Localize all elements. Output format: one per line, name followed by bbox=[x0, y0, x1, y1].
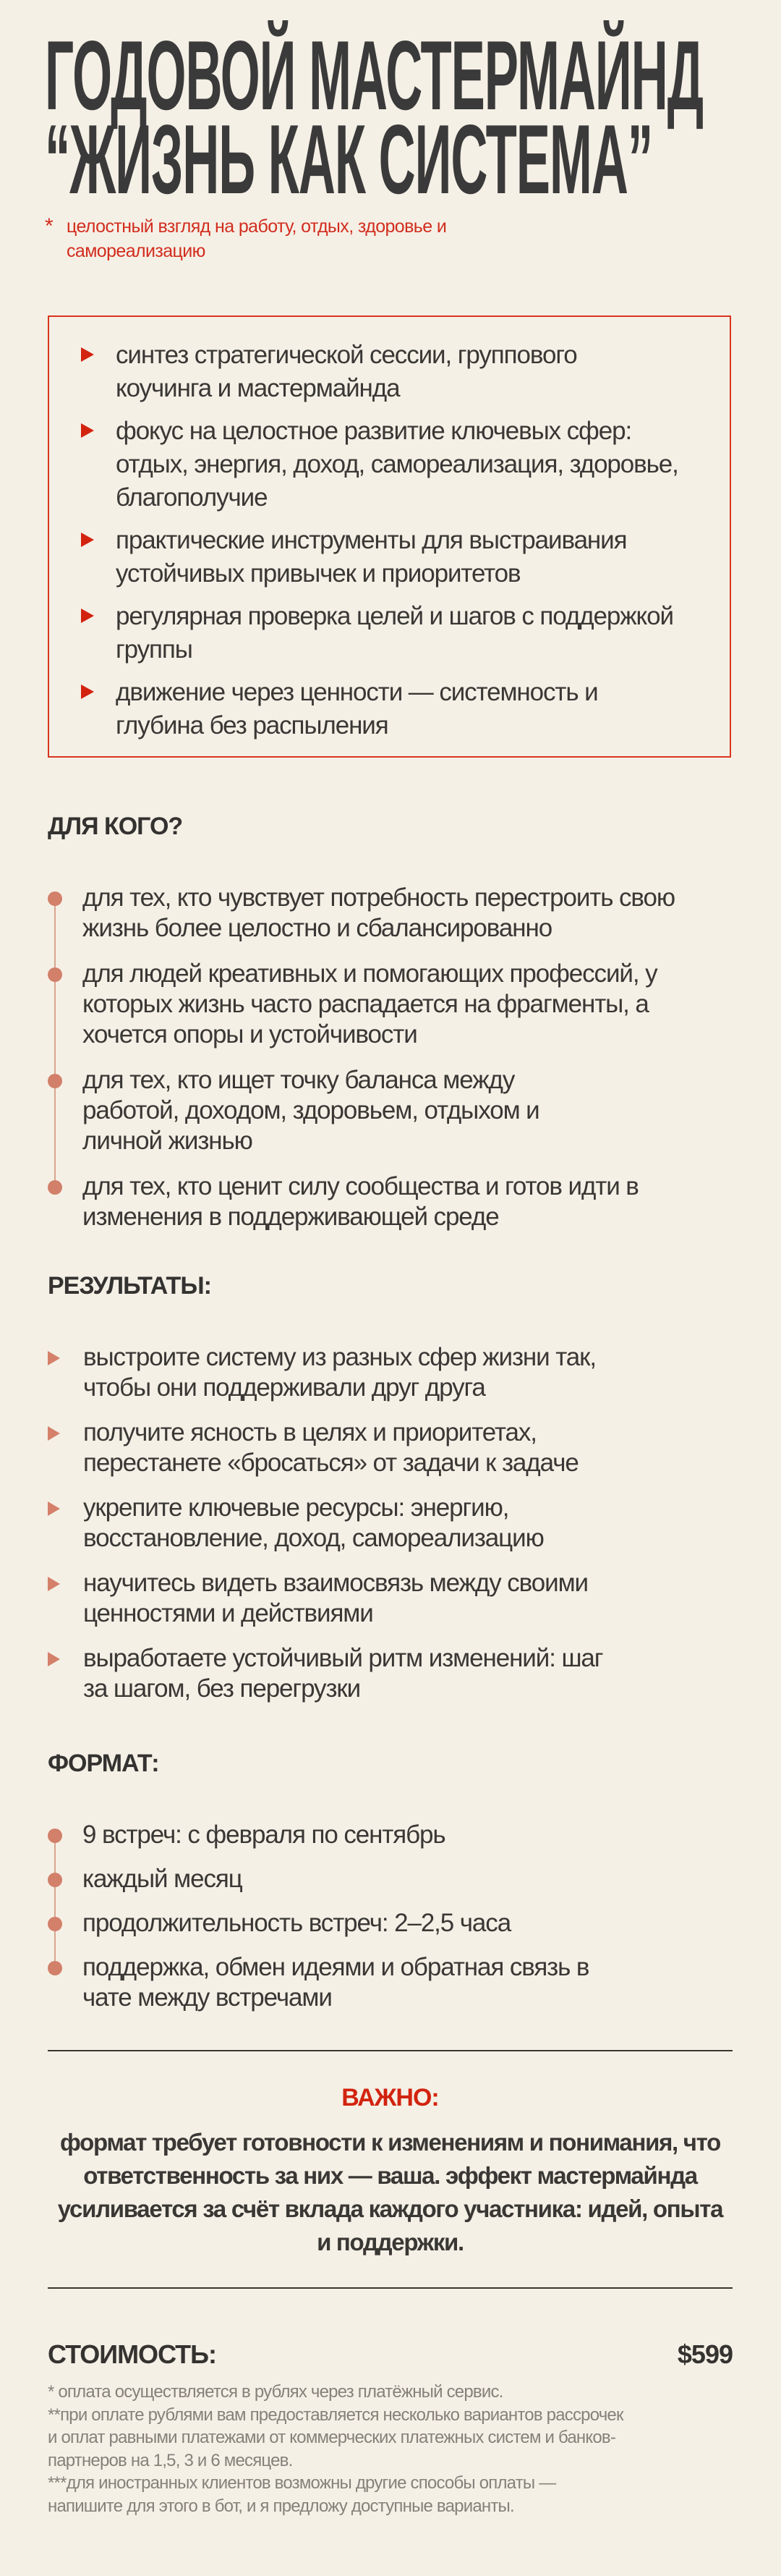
divider bbox=[48, 2287, 733, 2289]
triangle-bullet-icon bbox=[81, 609, 94, 623]
triangle-bullet-icon bbox=[81, 685, 94, 699]
dot-bullet-icon bbox=[48, 1074, 62, 1088]
triangle-bullet-icon bbox=[48, 1501, 60, 1516]
audience-item-text: для тех, кто ценит силу сообщества и готов идти в изменения в поддерживающей среде bbox=[82, 1172, 639, 1231]
format-item-text: продолжительность встреч: 2–2,5 часа bbox=[82, 1909, 511, 1937]
triangle-bullet-icon bbox=[81, 533, 94, 547]
format-item bbox=[48, 1820, 735, 1850]
results-item-text: получите ясность в целях и приоритетах, перестанете «бросаться» от задачи к задаче bbox=[83, 1418, 579, 1477]
results-item-text: укрепите ключевые ресурсы: энергию, восстановление, доход, самореализацию bbox=[83, 1494, 544, 1552]
results-item bbox=[48, 1493, 735, 1554]
important-section bbox=[48, 2081, 733, 2259]
intro-item bbox=[81, 415, 715, 514]
format-section bbox=[48, 1749, 735, 2013]
title-line-1: ГОДОВОЙ МАСТЕРМАЙНД bbox=[45, 20, 704, 130]
results-section bbox=[48, 1271, 735, 1719]
format-item bbox=[48, 1864, 735, 1894]
audience-title: ДЛЯ КОГО? bbox=[48, 813, 183, 840]
audience-list bbox=[48, 883, 735, 1232]
dot-bullet-icon bbox=[48, 1961, 62, 1975]
results-item-text: выработаете устойчивый ритм изменений: шаг за шагом, без перегрузки bbox=[83, 1644, 603, 1703]
results-item bbox=[48, 1342, 735, 1403]
footnote: * оплата осуществляется в рублях через платёжный сервис. bbox=[48, 2382, 503, 2402]
footnote: ***для иностранных клиентов возможны другие способы оплаты — напишите для этого в бот, и я предложу доступные варианты. bbox=[48, 2473, 556, 2516]
audience-item-text: для тех, кто чувствует потребность перестроить свою жизнь более целостно и сбалансированно bbox=[82, 884, 675, 942]
cost-price: $599 bbox=[677, 2339, 733, 2369]
divider bbox=[48, 2050, 733, 2051]
intro-item bbox=[81, 339, 715, 405]
triangle-bullet-icon bbox=[48, 1426, 60, 1441]
audience-section bbox=[48, 812, 735, 1232]
triangle-bullet-icon bbox=[48, 1351, 60, 1365]
dot-bullet-icon bbox=[48, 1873, 62, 1887]
timeline-line bbox=[54, 1834, 56, 1967]
footnote: **при оплате рублями вам предоставляется несколько вариантов рассрочек и оплат равными платежами от коммерческих платежных систем и банков-партнеров на 1,5, 3 и 6 месяцев. bbox=[48, 2405, 623, 2470]
cost-label: СТОИМОСТЬ: bbox=[48, 2339, 217, 2369]
intro-item bbox=[81, 676, 715, 742]
audience-item-text: для тех, кто ищет точку баланса между работой, доходом, здоровьем, отдыхом и личной жизнью bbox=[82, 1066, 539, 1155]
cost-footnotes bbox=[48, 2381, 626, 2517]
audience-item bbox=[48, 1065, 735, 1156]
dot-bullet-icon bbox=[48, 967, 62, 982]
triangle-bullet-icon bbox=[48, 1577, 60, 1591]
results-title: РЕЗУЛЬТАТЫ: bbox=[48, 1272, 211, 1300]
audience-item bbox=[48, 1172, 735, 1232]
title-line-2: “ЖИЗНЬ КАК СИСТЕМА” bbox=[45, 104, 653, 214]
subtitle-text: целостный взгляд на работу, отдых, здоровье и самореализацию bbox=[67, 216, 447, 261]
results-item bbox=[48, 1418, 735, 1478]
important-title: ВАЖНО: bbox=[341, 2084, 439, 2111]
intro-item bbox=[81, 600, 715, 666]
dot-bullet-icon bbox=[48, 1917, 62, 1931]
results-item-text: научитесь видеть взаимосвязь между своими ценностями и действиями bbox=[83, 1569, 588, 1627]
results-item-text: выстроите систему из разных сфер жизни так, чтобы они поддерживали друг друга bbox=[83, 1343, 596, 1402]
results-list bbox=[48, 1342, 735, 1704]
asterisk-icon: * bbox=[45, 214, 54, 238]
intro-item-text: синтез стратегической сессии, группового коучинга и мастермайнда bbox=[116, 341, 577, 402]
subtitle bbox=[45, 214, 515, 263]
format-item bbox=[48, 1908, 735, 1939]
triangle-bullet-icon bbox=[48, 1652, 60, 1666]
format-item bbox=[48, 1952, 735, 2013]
dot-bullet-icon bbox=[48, 891, 62, 906]
triangle-bullet-icon bbox=[81, 423, 94, 438]
intro-box bbox=[48, 315, 731, 758]
dot-bullet-icon bbox=[48, 1829, 62, 1843]
page-title bbox=[45, 20, 768, 214]
format-item-text: поддержка, обмен идеями и обратная связь в чате между встречами bbox=[82, 1953, 589, 2012]
results-item bbox=[48, 1643, 735, 1704]
intro-item-text: практические инструменты для выстраивания устойчивых привычек и приоритетов bbox=[116, 526, 627, 588]
intro-item-text: движение через ценности — системность и глубина без распыления bbox=[116, 678, 598, 740]
intro-list bbox=[81, 339, 715, 742]
important-text: формат требует готовности к изменениям и понимания, что ответственность за них — ваша. эффект мастермайнда усиливается за счёт вклада каждого участника: идей, опыта и поддержки. bbox=[57, 2129, 723, 2255]
results-item bbox=[48, 1568, 735, 1629]
audience-item bbox=[48, 883, 735, 944]
cost-row bbox=[48, 2339, 733, 2370]
format-title: ФОРМАТ: bbox=[48, 1750, 159, 1777]
dot-bullet-icon bbox=[48, 1180, 62, 1195]
intro-item-text: регулярная проверка целей и шагов с поддержкой группы bbox=[116, 602, 673, 664]
format-item-text: каждый месяц bbox=[82, 1865, 242, 1893]
audience-item-text: для людей креативных и помогающих профессий, у которых жизнь часто распадается на фрагменты, а хочется опоры и устойчивости bbox=[82, 959, 657, 1048]
intro-item-text: фокус на целостное развитие ключевых сфер: отдых, энергия, доход, самореализация, здоровье, благополучие bbox=[116, 417, 678, 512]
audience-item bbox=[48, 959, 735, 1050]
format-list bbox=[48, 1820, 735, 2013]
format-item-text: 9 встреч: с февраля по сентябрь bbox=[82, 1821, 445, 1849]
triangle-bullet-icon bbox=[81, 347, 94, 362]
intro-item bbox=[81, 524, 715, 590]
